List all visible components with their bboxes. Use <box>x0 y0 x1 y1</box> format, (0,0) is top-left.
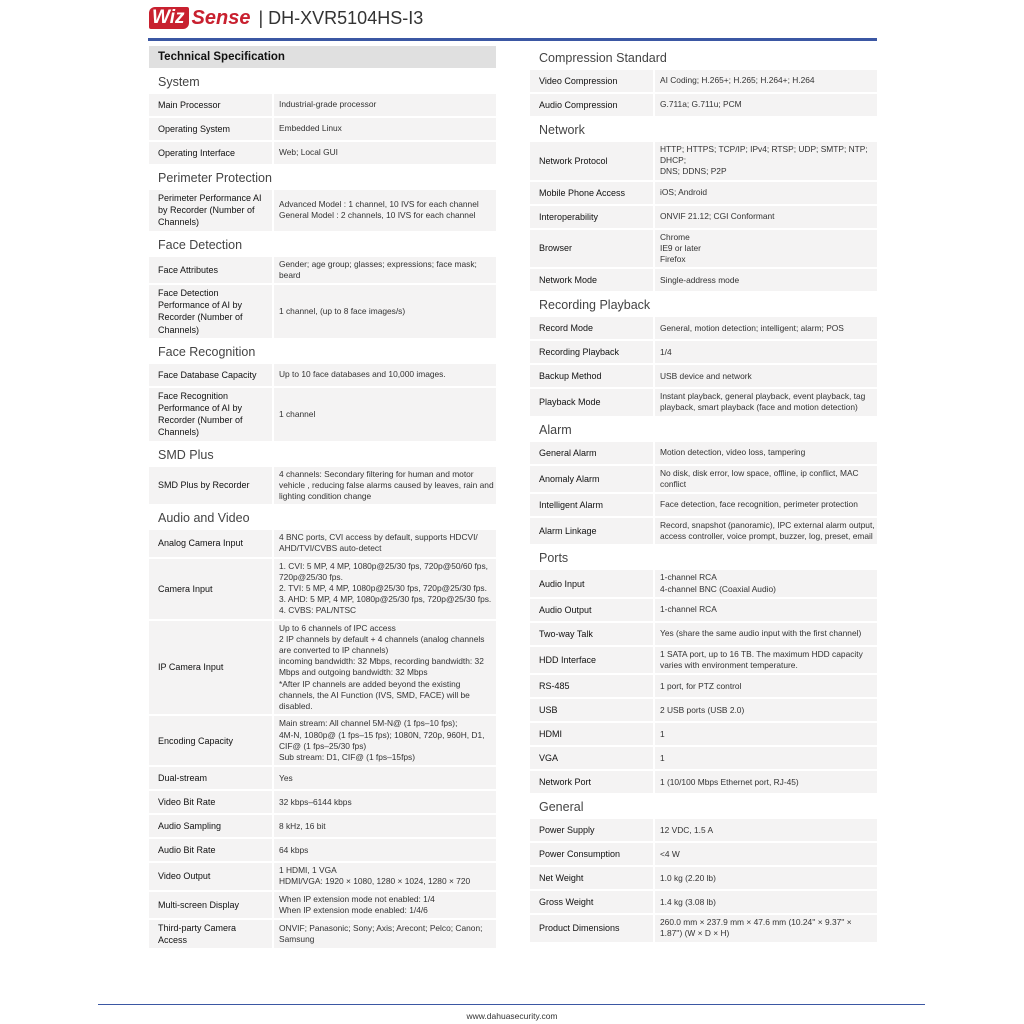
spec-row <box>530 843 877 865</box>
spec-value: 2 USB ports (USB 2.0) <box>655 699 877 721</box>
model-number: | DH-XVR5104HS-I3 <box>258 7 424 28</box>
spec-label: Audio Sampling <box>149 815 272 837</box>
spec-label: Intelligent Alarm <box>530 494 653 516</box>
spec-label: Audio Input <box>530 570 653 596</box>
spec-row <box>530 699 877 721</box>
spec-row <box>149 94 496 116</box>
section-heading: System <box>158 75 200 89</box>
spec-label: Two-way Talk <box>530 623 653 645</box>
spec-label: SMD Plus by Recorder <box>149 467 272 505</box>
spec-value: Chrome IE9 or later Firefox <box>655 230 877 268</box>
spec-label: VGA <box>530 747 653 769</box>
spec-row <box>149 364 496 386</box>
spec-value: Up to 6 channels of IPC access 2 IP channels by default + 4 channels (analog channels are converted to IP channels) incoming bandwidth: 32 Mbps, recording bandwidth: 32 Mbps and outgoing bandwidth: 32 Mbps *After IP channels are added beyond the existing channels, the AI Function (IVS, SMD, FACE) will be disabled. <box>274 621 496 715</box>
spec-row <box>149 815 496 837</box>
spec-row <box>530 94 877 116</box>
spec-value: USB device and network <box>655 365 877 387</box>
spec-label: Network Protocol <box>530 142 653 180</box>
spec-value: 1 SATA port, up to 16 TB. The maximum HDD capacity varies with environment temperature. <box>655 647 877 673</box>
spec-label: Operating System <box>149 118 272 140</box>
spec-row <box>530 442 877 464</box>
spec-row <box>530 570 877 596</box>
spec-label: Perimeter Performance AI by Recorder (Number of Channels) <box>149 190 272 231</box>
spec-label: General Alarm <box>530 442 653 464</box>
spec-row <box>149 142 496 164</box>
spec-value: <4 W <box>655 843 877 865</box>
spec-row <box>149 863 496 889</box>
spec-row <box>530 230 877 268</box>
spec-row <box>149 621 496 715</box>
spec-row <box>149 257 496 283</box>
spec-value: Embedded Linux <box>274 118 496 140</box>
spec-value: 4 BNC ports, CVI access by default, supports HDCVI/ AHD/TVI/CVBS auto-detect <box>274 530 496 556</box>
section-heading: Perimeter Protection <box>158 171 272 185</box>
spec-label: Audio Bit Rate <box>149 839 272 861</box>
spec-value: AI Coding; H.265+; H.265; H.264+; H.264 <box>655 70 877 92</box>
spec-label: Anomaly Alarm <box>530 466 653 492</box>
spec-row <box>530 518 877 544</box>
spec-label: HDD Interface <box>530 647 653 673</box>
section-heading: Alarm <box>539 422 572 437</box>
spec-row <box>149 920 496 948</box>
spec-label: Power Supply <box>530 819 653 841</box>
spec-value: Motion detection, video loss, tampering <box>655 442 877 464</box>
spec-label: IP Camera Input <box>149 621 272 715</box>
spec-row <box>149 530 496 556</box>
spec-row <box>149 791 496 813</box>
spec-label: Face Recognition Performance of AI by Recorder (Number of Channels) <box>149 388 272 441</box>
spec-label: RS-485 <box>530 675 653 697</box>
footer-divider <box>98 1004 925 1005</box>
section-heading: Face Detection <box>158 237 243 252</box>
spec-value: HTTP; HTTPS; TCP/IP; IPv4; RTSP; UDP; SMTP; NTP; DHCP; DNS; DDNS; P2P <box>655 142 877 180</box>
spec-row <box>149 118 496 140</box>
spec-value: General, motion detection; intelligent; alarm; POS <box>655 317 877 339</box>
spec-label: Net Weight <box>530 867 653 889</box>
spec-row <box>530 723 877 745</box>
spec-row <box>530 494 877 516</box>
spec-value: When IP extension mode not enabled: 1/4 When IP extension mode enabled: 1/4/6 <box>274 892 496 918</box>
spec-value: 1. CVI: 5 MP, 4 MP, 1080p@25/30 fps, 720p@50/60 fps, 720p@25/30 fps. 2. TVI: 5 MP, 4 MP, 1080p@25/30 fps, 720p@25/30 fps. 3. AHD: 5 MP, 4 MP, 1080p@25/30 fps, 720p@25/30 fps. 4. CVBS: PAL/NTSC <box>274 559 496 619</box>
spec-row <box>530 206 877 228</box>
spec-row <box>530 365 877 387</box>
spec-row <box>530 647 877 673</box>
spec-value: Face detection, face recognition, perimeter protection <box>655 494 877 516</box>
spec-row <box>149 716 496 765</box>
spec-value: 1.4 kg (3.08 lb) <box>655 891 877 913</box>
spec-label: Main Processor <box>149 94 272 116</box>
spec-value: 1 port, for PTZ control <box>655 675 877 697</box>
spec-label: Network Mode <box>530 269 653 291</box>
spec-row <box>530 819 877 841</box>
spec-value: 64 kbps <box>274 839 496 861</box>
spec-label: Gross Weight <box>530 891 653 913</box>
spec-label: Dual-stream <box>149 767 272 789</box>
spec-row <box>530 389 877 415</box>
spec-label: HDMI <box>530 723 653 745</box>
spec-row <box>149 892 496 918</box>
spec-label: Network Port <box>530 771 653 793</box>
spec-label: Mobile Phone Access <box>530 182 653 204</box>
spec-value: Yes (share the same audio input with the first channel) <box>655 623 877 645</box>
spec-label: USB <box>530 699 653 721</box>
spec-label: Recording Playback <box>530 341 653 363</box>
spec-value: Gender; age group; glasses; expressions; face mask; beard <box>274 257 496 283</box>
section-heading: General <box>539 800 584 815</box>
spec-row <box>530 142 877 180</box>
spec-label: Analog Camera Input <box>149 530 272 556</box>
spec-label: Camera Input <box>149 559 272 619</box>
spec-row <box>530 466 877 492</box>
section-heading: Ports <box>539 551 569 566</box>
spec-label: Face Database Capacity <box>149 364 272 386</box>
spec-value: 1 channel <box>274 388 496 441</box>
spec-row <box>149 467 496 505</box>
spec-title: Technical Specification <box>149 46 496 68</box>
spec-value: Up to 10 face databases and 10,000 images. <box>274 364 496 386</box>
section-heading: Face Recognition <box>158 344 256 359</box>
spec-row <box>530 771 877 793</box>
spec-label: Face Attributes <box>149 257 272 283</box>
spec-row <box>149 839 496 861</box>
spec-value: 4 channels: Secondary filtering for human and motor vehicle , reducing false alarms caused by leaves, rain and lighting condition change <box>274 467 496 505</box>
spec-value: 1 (10/100 Mbps Ethernet port, RJ-45) <box>655 771 877 793</box>
spec-value: ONVIF 21.12; CGI Conformant <box>655 206 877 228</box>
section-heading: Network <box>539 123 585 137</box>
spec-value: iOS; Android <box>655 182 877 204</box>
spec-label: Backup Method <box>530 365 653 387</box>
spec-row <box>149 190 496 231</box>
spec-value: Advanced Model : 1 channel, 10 IVS for each channel General Model : 2 channels, 10 IVS for each channel <box>274 190 496 231</box>
spec-label: Operating Interface <box>149 142 272 164</box>
spec-label: Multi-screen Display <box>149 892 272 918</box>
spec-label: Encoding Capacity <box>149 716 272 765</box>
spec-value: Single-address mode <box>655 269 877 291</box>
spec-value: 1/4 <box>655 341 877 363</box>
footer-url[interactable]: www.dahuasecurity.com <box>466 1011 558 1021</box>
spec-row <box>530 269 877 291</box>
spec-label: Face Detection Performance of AI by Recorder (Number of Channels) <box>149 285 272 338</box>
spec-row <box>530 599 877 621</box>
spec-row <box>530 623 877 645</box>
spec-row <box>530 891 877 913</box>
spec-label: Record Mode <box>530 317 653 339</box>
spec-value: Record, snapshot (panoramic), IPC external alarm output, access controller, voice prompt, buzzer, log, preset, email <box>655 518 877 544</box>
spec-label: Video Compression <box>530 70 653 92</box>
spec-value: 1-channel RCA <box>655 599 877 621</box>
left-column <box>149 46 496 950</box>
spec-row <box>530 747 877 769</box>
spec-label: Power Consumption <box>530 843 653 865</box>
spec-value: 1 channel, (up to 8 face images/s) <box>274 285 496 338</box>
right-column <box>530 46 877 944</box>
spec-label: Video Bit Rate <box>149 791 272 813</box>
spec-value: Web; Local GUI <box>274 142 496 164</box>
spec-value: 8 kHz, 16 bit <box>274 815 496 837</box>
spec-label: Browser <box>530 230 653 268</box>
spec-value: Yes <box>274 767 496 789</box>
spec-label: Product Dimensions <box>530 915 653 941</box>
spec-value: 1 HDMI, 1 VGA HDMI/VGA: 1920 × 1080, 1280 × 1024, 1280 × 720 <box>274 863 496 889</box>
spec-value: 260.0 mm × 237.9 mm × 47.6 mm (10.24'' × 9.37'' × 1.87'') (W × D × H) <box>655 915 877 941</box>
spec-label: Third-party Camera Access <box>149 920 272 948</box>
spec-row <box>530 317 877 339</box>
spec-row <box>149 559 496 619</box>
spec-value: 1-channel RCA 4-channel BNC (Coaxial Audio) <box>655 570 877 596</box>
spec-label: Interoperability <box>530 206 653 228</box>
spec-value: 12 VDC, 1.5 A <box>655 819 877 841</box>
spec-value: 32 kbps–6144 kbps <box>274 791 496 813</box>
spec-value: No disk, disk error, low space, offline, ip conflict, MAC conflict <box>655 466 877 492</box>
spec-label: Audio Output <box>530 599 653 621</box>
logo-wiz: Wiz <box>149 7 189 29</box>
spec-row <box>530 675 877 697</box>
header-divider <box>148 38 877 41</box>
spec-row <box>530 341 877 363</box>
spec-value: G.711a; G.711u; PCM <box>655 94 877 116</box>
spec-row <box>149 767 496 789</box>
spec-row <box>149 388 496 441</box>
section-heading: Audio and Video <box>158 511 250 526</box>
spec-value: Main stream: All channel 5M-N@ (1 fps–10 fps); 4M-N, 1080p@ (1 fps–15 fps); 1080N, 720p, 960H, D1, CIF@ (1 fps–25/30 fps) Sub stream: D1, CIF@ (1 fps–15fps) <box>274 716 496 765</box>
spec-row <box>530 70 877 92</box>
spec-value: 1 <box>655 723 877 745</box>
spec-label: Alarm Linkage <box>530 518 653 544</box>
spec-value: 1 <box>655 747 877 769</box>
spec-label: Playback Mode <box>530 389 653 415</box>
spec-value: ONVIF; Panasonic; Sony; Axis; Arecont; Pelco; Canon; Samsung <box>274 920 496 948</box>
brand-logo <box>149 5 423 31</box>
section-heading: Recording Playback <box>539 298 651 313</box>
spec-row <box>530 182 877 204</box>
logo-sense: Sense <box>191 6 251 29</box>
section-heading: SMD Plus <box>158 447 214 462</box>
spec-value: 1.0 kg (2.20 lb) <box>655 867 877 889</box>
spec-value: Instant playback, general playback, event playback, tag playback, smart playback (face and motion detection) <box>655 389 877 415</box>
spec-label: Audio Compression <box>530 94 653 116</box>
spec-value: Industrial-grade processor <box>274 94 496 116</box>
section-heading: Compression Standard <box>539 51 667 65</box>
spec-row <box>530 915 877 941</box>
spec-label: Video Output <box>149 863 272 889</box>
spec-row <box>530 867 877 889</box>
spec-row <box>149 285 496 338</box>
